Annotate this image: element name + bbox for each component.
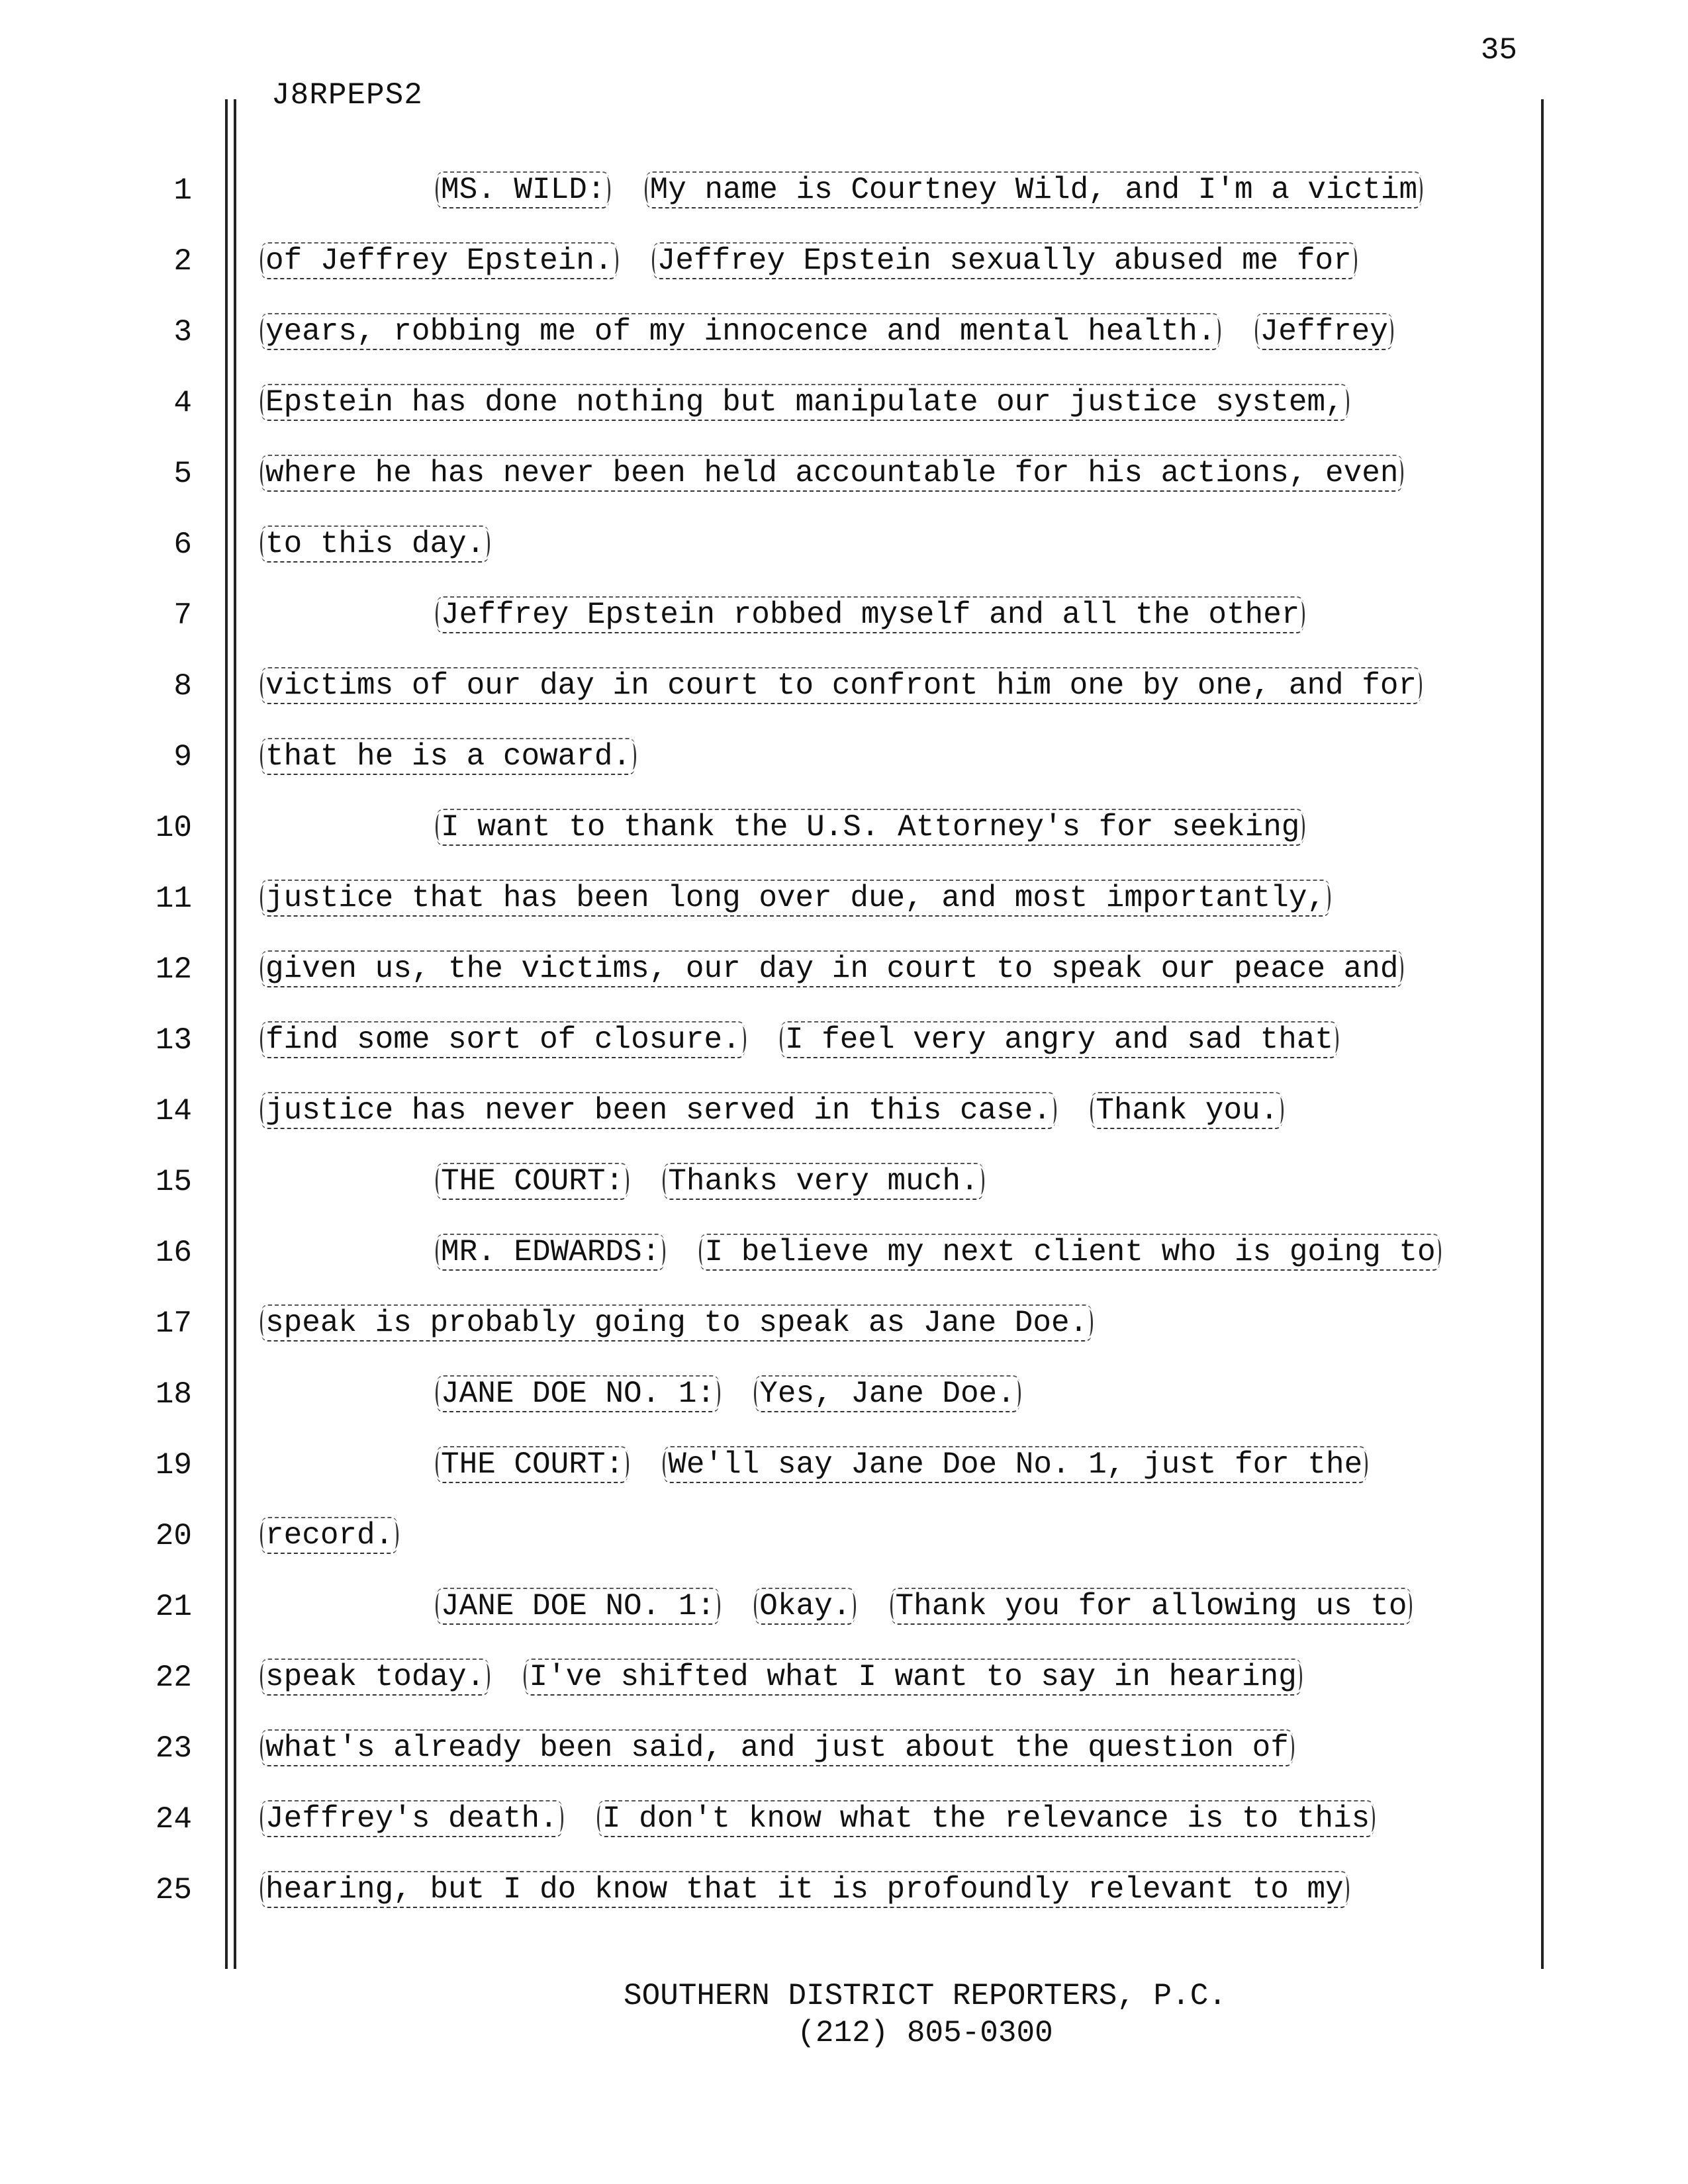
footer-company: SOUTHERN DISTRICT REPORTERS, P.C. bbox=[624, 1979, 1227, 2013]
line-number: 8 bbox=[173, 669, 192, 704]
line-number: 5 bbox=[173, 457, 192, 491]
line-number: 24 bbox=[155, 1802, 192, 1837]
line-number: 21 bbox=[155, 1590, 192, 1624]
text-segment[interactable]: record. bbox=[261, 1517, 397, 1554]
line-number: 16 bbox=[155, 1236, 192, 1270]
text-segment[interactable]: hearing, but I do know that it is profoundly relevant to my bbox=[261, 1871, 1348, 1908]
line-number: 7 bbox=[173, 598, 192, 633]
text-segment[interactable]: given us, the victims, our day in court to speak our peace and bbox=[261, 950, 1402, 987]
text-segment[interactable]: Yes, Jane Doe. bbox=[755, 1375, 1019, 1412]
text-segment[interactable]: My name is Courtney Wild, and I'm a victim bbox=[646, 171, 1421, 208]
text-segment[interactable]: Thanks very much. bbox=[664, 1163, 982, 1200]
line-number: 22 bbox=[155, 1661, 192, 1695]
transcript-line bbox=[261, 384, 1348, 421]
transcript-line bbox=[437, 1588, 1411, 1625]
text-segment[interactable]: speak today. bbox=[261, 1659, 489, 1696]
line-number: 13 bbox=[155, 1023, 192, 1058]
transcript-line bbox=[261, 1659, 1301, 1696]
transcript-line bbox=[261, 1517, 397, 1554]
transcript-line bbox=[261, 1092, 1282, 1129]
transcript-line bbox=[437, 1234, 1440, 1271]
transcript-line bbox=[261, 1729, 1293, 1766]
text-segment[interactable]: THE COURT: bbox=[437, 1446, 628, 1483]
line-number: 19 bbox=[155, 1448, 192, 1482]
text-segment[interactable]: We'll say Jane Doe No. 1, just for the bbox=[664, 1446, 1366, 1483]
line-number: 11 bbox=[155, 882, 192, 916]
line-number: 12 bbox=[155, 952, 192, 987]
text-segment[interactable]: Jeffrey bbox=[1256, 313, 1392, 350]
transcript-line bbox=[261, 738, 635, 775]
text-segment[interactable]: Okay. bbox=[755, 1588, 855, 1625]
text-segment[interactable]: I want to thank the U.S. Attorney's for seeking bbox=[437, 809, 1303, 846]
text-segment[interactable]: that he is a coward. bbox=[261, 738, 635, 775]
transcript-line bbox=[261, 1800, 1374, 1837]
text-segment[interactable]: speak is probably going to speak as Jane Doe. bbox=[261, 1304, 1092, 1342]
text-segment[interactable]: JANE DOE NO. 1: bbox=[437, 1588, 719, 1625]
left-margin-rule-inner bbox=[234, 99, 236, 1969]
transcript-line bbox=[261, 242, 1356, 279]
line-number: 1 bbox=[173, 173, 192, 208]
line-number: 3 bbox=[173, 315, 192, 349]
transcript-line bbox=[437, 1375, 1019, 1412]
text-segment[interactable]: Epstein has done nothing but manipulate our justice system, bbox=[261, 384, 1348, 421]
text-segment[interactable]: I've shifted what I want to say in hearing bbox=[525, 1659, 1300, 1696]
text-segment[interactable]: I believe my next client who is going to bbox=[700, 1234, 1439, 1271]
transcript-line bbox=[437, 1446, 1366, 1483]
left-margin-rule bbox=[225, 99, 228, 1969]
transcript-line bbox=[437, 809, 1303, 846]
text-segment[interactable]: what's already been said, and just about the question of bbox=[261, 1729, 1293, 1766]
text-segment[interactable]: I don't know what the relevance is to this bbox=[598, 1800, 1374, 1837]
text-segment[interactable]: justice that has been long over due, and most importantly, bbox=[261, 880, 1329, 917]
line-number: 15 bbox=[155, 1165, 192, 1199]
page-number: 35 bbox=[1480, 33, 1517, 68]
transcript-line bbox=[261, 455, 1402, 492]
line-number: 2 bbox=[173, 244, 192, 279]
text-segment[interactable]: find some sort of closure. bbox=[261, 1021, 745, 1058]
text-segment[interactable]: to this day. bbox=[261, 525, 489, 563]
transcript-line bbox=[261, 1021, 1337, 1058]
text-segment[interactable]: Jeffrey's death. bbox=[261, 1800, 562, 1837]
line-number: 14 bbox=[155, 1094, 192, 1128]
line-number: 17 bbox=[155, 1306, 192, 1341]
line-number: 23 bbox=[155, 1731, 192, 1766]
text-segment[interactable]: of Jeffrey Epstein. bbox=[261, 242, 617, 279]
line-number: 25 bbox=[155, 1873, 192, 1907]
transcript-line bbox=[261, 667, 1421, 704]
text-segment[interactable]: THE COURT: bbox=[437, 1163, 628, 1200]
transcript-line bbox=[437, 1163, 983, 1200]
text-segment[interactable]: Thank you. bbox=[1092, 1092, 1282, 1129]
right-margin-rule bbox=[1541, 99, 1544, 1969]
transcript-line bbox=[261, 880, 1329, 917]
text-segment[interactable]: JANE DOE NO. 1: bbox=[437, 1375, 719, 1412]
text-segment[interactable]: where he has never been held accountable for his actions, even bbox=[261, 455, 1402, 492]
transcript-line bbox=[261, 1871, 1348, 1908]
text-segment[interactable]: I feel very angry and sad that bbox=[781, 1021, 1337, 1058]
line-number: 6 bbox=[173, 527, 192, 562]
transcript-line bbox=[261, 1304, 1092, 1342]
transcript-line bbox=[437, 596, 1303, 633]
line-number: 20 bbox=[155, 1519, 192, 1553]
case-id: J8RPEPS2 bbox=[271, 78, 423, 113]
transcript-line bbox=[261, 525, 489, 563]
text-segment[interactable]: Jeffrey Epstein robbed myself and all the other bbox=[437, 596, 1303, 633]
line-number: 10 bbox=[155, 811, 192, 845]
text-segment[interactable]: MS. WILD: bbox=[437, 171, 609, 208]
transcript-line bbox=[437, 171, 1421, 208]
text-segment[interactable]: victims of our day in court to confront him one by one, and for bbox=[261, 667, 1421, 704]
line-number: 9 bbox=[173, 740, 192, 774]
line-number: 4 bbox=[173, 386, 192, 420]
text-segment[interactable]: MR. EDWARDS: bbox=[437, 1234, 664, 1271]
line-number: 18 bbox=[155, 1377, 192, 1412]
text-segment[interactable]: years, robbing me of my innocence and mental health. bbox=[261, 313, 1219, 350]
footer-phone: (212) 805-0300 bbox=[797, 2016, 1053, 2050]
text-segment[interactable]: Jeffrey Epstein sexually abused me for bbox=[653, 242, 1356, 279]
text-segment[interactable]: Thank you for allowing us to bbox=[892, 1588, 1411, 1625]
transcript-line bbox=[261, 313, 1392, 350]
transcript-line bbox=[261, 950, 1402, 987]
text-segment[interactable]: justice has never been served in this case. bbox=[261, 1092, 1055, 1129]
